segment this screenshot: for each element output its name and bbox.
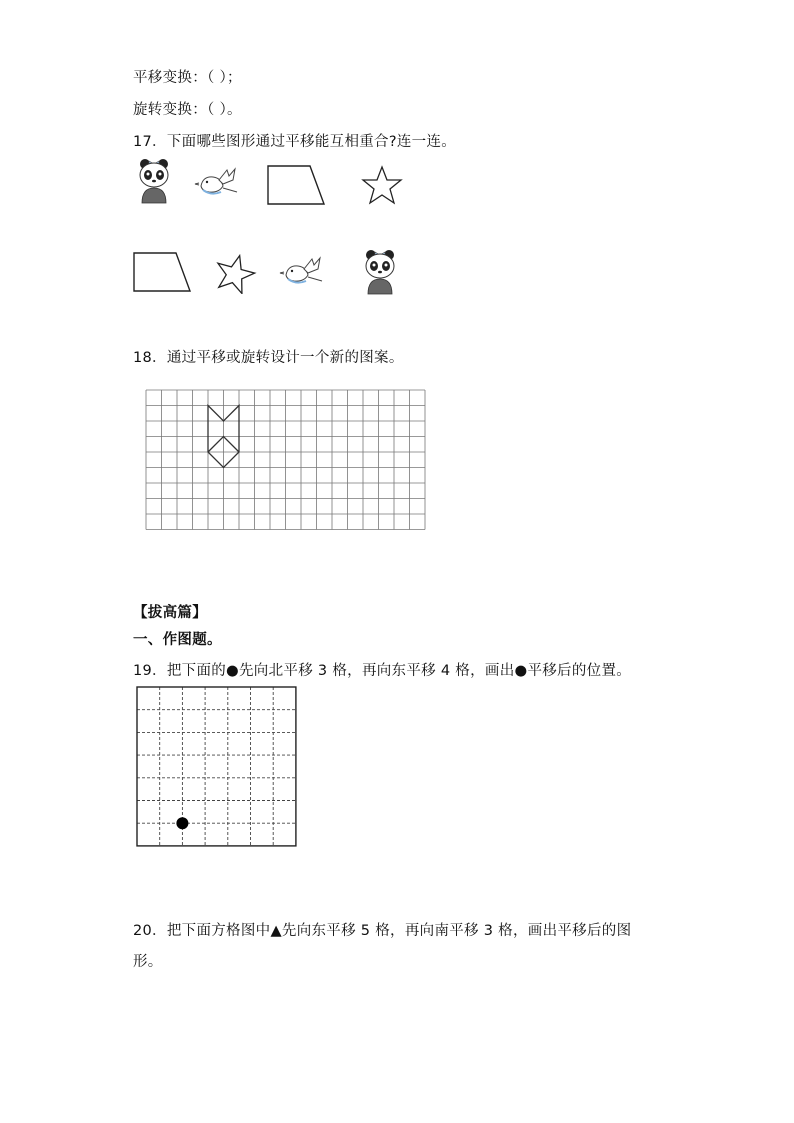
- bird-figure-bottom[interactable]: [278, 255, 328, 289]
- bird-figure-top[interactable]: [193, 166, 243, 200]
- star-figure-bottom[interactable]: [213, 252, 257, 294]
- trapezoid-figure-top[interactable]: [266, 163, 328, 207]
- question-19-prompt: 19．把下面的●先向北平移 3 格，再向东平移 4 格，画出●平移后的位置。: [133, 663, 632, 679]
- panda-figure-bottom[interactable]: [362, 249, 398, 295]
- panda-figure-top[interactable]: [136, 158, 172, 204]
- black-dot[interactable]: [176, 817, 188, 829]
- rotation-answer-line: 旋转变换：（ ）。: [133, 102, 242, 118]
- design-grid[interactable]: [145, 389, 427, 539]
- question-20-prompt-line2: 形。: [133, 954, 163, 970]
- dot-grid[interactable]: [136, 686, 298, 848]
- trapezoid-figure-bottom[interactable]: [132, 250, 194, 294]
- question-18-prompt: 18．通过平移或旋转设计一个新的图案。: [133, 350, 404, 366]
- question-17-prompt: 17．下面哪些图形通过平移能互相重合?连一连。: [133, 134, 457, 150]
- section-title: 【拔高篇】: [133, 605, 207, 621]
- question-20-prompt-line1: 20．把下面方格图中▲先向东平移 5 格，再向南平移 3 格，画出平移后的图: [133, 923, 632, 939]
- star-figure-top[interactable]: [360, 164, 404, 206]
- translation-answer-line: 平移变换：（ ）；: [133, 70, 242, 86]
- section-subtitle: 一、作图题。: [133, 632, 222, 648]
